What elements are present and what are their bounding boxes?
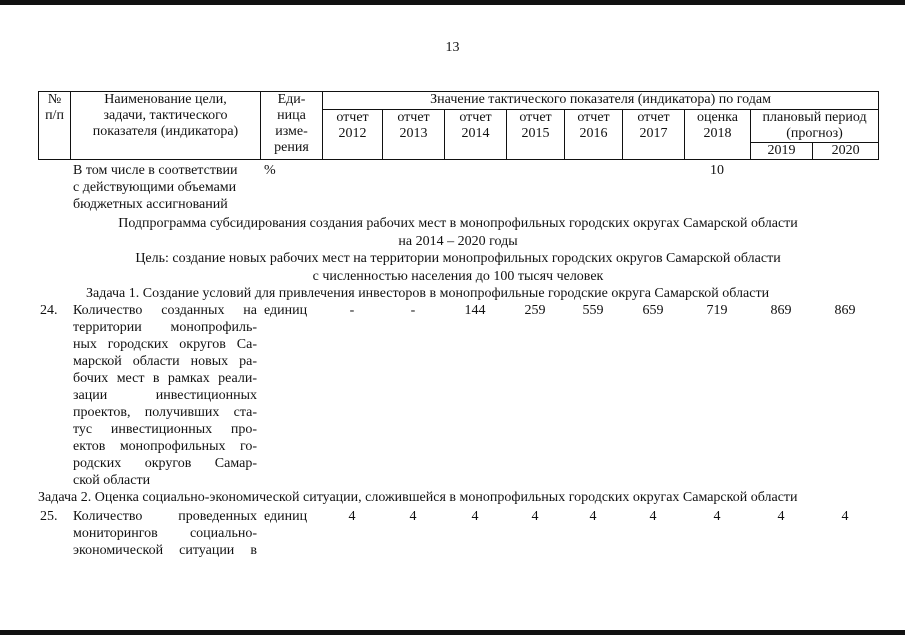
goal-line: с численностью населения до 100 тысяч человек — [312, 269, 604, 284]
row-25-value-2012: 4 — [348, 509, 356, 524]
row-24-value-2018: 719 — [706, 303, 728, 318]
header-name-cell — [71, 92, 261, 160]
header-unit-line: рения — [274, 140, 309, 155]
task-1-heading: Задача 1. Создание условий для привлечения инвесторов в монопрофильные городские округа Самарской области — [86, 286, 770, 301]
row-25-value-2020: 4 — [841, 509, 849, 524]
header-year-value: 2015 — [521, 126, 550, 141]
subprogram-line: на 2014 – 2020 годы — [398, 234, 518, 249]
name-line: ской области — [73, 473, 151, 488]
row-including-value-2018: 10 — [710, 163, 724, 178]
row-24-name — [70, 302, 260, 489]
name-line: с действующими объемами — [73, 180, 237, 195]
row-24-value-2019: 869 — [770, 303, 792, 318]
row-24-value-2014: 144 — [464, 303, 486, 318]
header-year-kind: отчет — [397, 110, 430, 125]
row-24-value-2015: 259 — [524, 303, 546, 318]
header-name-line: Наименование цели, — [104, 92, 227, 107]
header-year-2018 — [685, 110, 751, 160]
header-name-line: показателя (индикатора) — [92, 124, 239, 139]
row-24-value-2020: 869 — [834, 303, 856, 318]
row-24-value-2013: - — [410, 303, 416, 318]
header-year-kind: отчет — [519, 110, 552, 125]
header-unit-line: Еди- — [277, 92, 306, 107]
subprogram-line: Подпрограмма субсидирования создания рабочих мест в монопрофильных городских округах Самарской области — [118, 216, 798, 231]
subprogram-title — [38, 215, 878, 251]
name-line: Количество проведенных — [73, 509, 257, 524]
row-24 — [38, 302, 878, 489]
name-line: родских округов Самар- — [73, 456, 257, 471]
header-plan-title-2: (прогноз) — [751, 126, 879, 143]
row-including-unit: % — [264, 163, 276, 178]
header-year-value: 2013 — [399, 126, 428, 141]
header-plan-year-2019: 2019 — [751, 143, 813, 160]
row-25-value-2015: 4 — [531, 509, 539, 524]
name-line: ных городских округов Са- — [73, 337, 257, 352]
task-2-heading: Задача 2. Оценка социально-экономической ситуации, сложившейся в монопрофильных городских округах Самарской области — [38, 490, 798, 505]
header-year-2013 — [383, 110, 445, 160]
row-25-value-2013: 4 — [409, 509, 417, 524]
header-num-cell — [39, 92, 71, 160]
header-year-2017 — [623, 110, 685, 160]
header-num-line: № — [47, 92, 62, 107]
name-line: ектов монопрофильных го- — [73, 439, 257, 454]
row-24-value-2012: - — [349, 303, 355, 318]
row-25-unit: единиц — [264, 509, 308, 524]
name-line: бочих мест в рамках реали- — [73, 371, 257, 386]
header-num-line: п/п — [45, 108, 64, 123]
name-line: тус инвестиционных про- — [73, 422, 257, 437]
header-group-title: Значение тактического показателя (индикатора) по годам — [323, 92, 879, 110]
row-including — [38, 162, 878, 213]
bottom-border-rule — [0, 630, 905, 635]
header-plan-year-2020: 2020 — [813, 143, 879, 160]
name-line: бюджетных ассигнований — [73, 197, 228, 212]
name-line: зации инвестиционных — [73, 388, 257, 403]
row-25-value-2019: 4 — [777, 509, 785, 524]
goal-title — [38, 250, 878, 286]
header-year-value: 2018 — [703, 126, 732, 141]
name-line: Количество созданных на — [73, 303, 257, 318]
row-24-value-2016: 559 — [582, 303, 604, 318]
row-25-number: 25. — [40, 509, 58, 524]
header-year-kind: отчет — [577, 110, 610, 125]
page-number: 13 — [445, 40, 460, 55]
header-year-value: 2016 — [579, 126, 608, 141]
row-25-name — [70, 508, 260, 559]
header-year-kind: отчет — [336, 110, 369, 125]
name-line: мониторингов социально- — [73, 526, 257, 541]
header-year-value: 2012 — [338, 126, 367, 141]
goal-line: Цель: создание новых рабочих мест на территории монопрофильных городских округов Самарской области — [135, 251, 781, 266]
row-including-name — [70, 162, 260, 213]
table-header — [38, 91, 879, 160]
header-unit-line: изме- — [275, 124, 308, 139]
row-25-value-2018: 4 — [713, 509, 721, 524]
header-year-kind: отчет — [459, 110, 492, 125]
name-line: марской области новых ра- — [73, 354, 257, 369]
header-year-kind: оценка — [696, 110, 738, 125]
header-year-2012 — [323, 110, 383, 160]
header-name-line: задачи, тактического — [103, 108, 228, 123]
row-24-number: 24. — [40, 303, 58, 318]
name-line: В том числе в соответствии — [73, 163, 238, 178]
row-25 — [38, 508, 878, 559]
header-year-2016 — [565, 110, 623, 160]
name-line: территории монопрофиль- — [73, 320, 257, 335]
name-line: экономической ситуации в — [73, 543, 257, 558]
header-year-kind: отчет — [637, 110, 670, 125]
header-year-2015 — [507, 110, 565, 160]
header-year-value: 2017 — [639, 126, 668, 141]
header-year-value: 2014 — [461, 126, 490, 141]
header-unit-line: ница — [277, 108, 306, 123]
name-line: проектов, получивших ста- — [73, 405, 257, 420]
header-year-2014 — [445, 110, 507, 160]
row-24-unit: единиц — [264, 303, 308, 318]
header-plan-title-1: плановый период — [751, 110, 879, 127]
row-25-value-2014: 4 — [471, 509, 479, 524]
top-border-rule — [0, 0, 905, 5]
row-24-value-2017: 659 — [642, 303, 664, 318]
header-unit-cell — [261, 92, 323, 160]
row-25-value-2017: 4 — [649, 509, 657, 524]
row-25-value-2016: 4 — [589, 509, 597, 524]
